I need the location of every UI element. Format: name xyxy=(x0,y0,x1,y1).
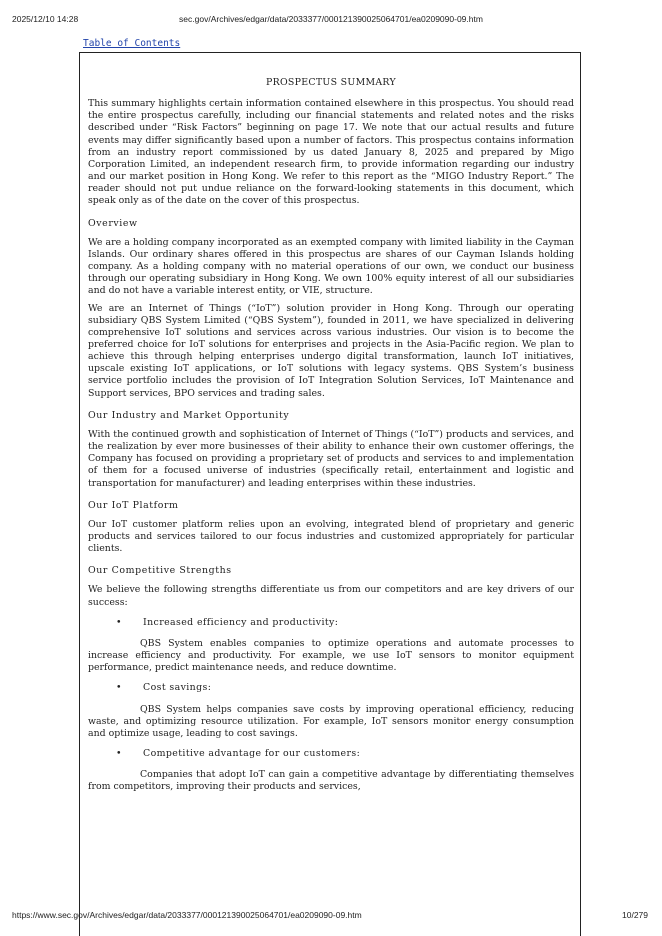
bullet-icon: • xyxy=(116,616,122,628)
industry-heading: Our Industry and Market Opportunity xyxy=(88,409,290,421)
print-page-count: 10/279 xyxy=(622,910,648,920)
overview-heading: Overview xyxy=(88,217,138,229)
overview-paragraph-2: We are an Internet of Things (“IoT”) solution provider in Hong Kong. Through our operating subsidiary QBS System Limited (“QBS System”), founded in 2011, we have specialized in delivering comprehensive IoT solutions and services across various industries. Our vision is to become the preferred choice for IoT solutions for enterprises and projects in the Asia-Pacific region. We plan to achieve this through helping enterprises undergo digital transformation, launch IoT initiatives, upscale existing IoT applications, or IoT solutions with legacy systems. QBS System’s business service portfolio includes the provision of IoT Integration Solution Services, IoT Maintenance and Support services, BPO services and trading sales. xyxy=(88,302,574,399)
bullet-icon: • xyxy=(116,748,122,760)
table-of-contents-link[interactable]: Table of Contents xyxy=(83,38,181,49)
print-header-url: sec.gov/Archives/edgar/data/2033377/000121390025064701/ea0209090-09.htm xyxy=(179,14,483,24)
strength-bullet-efficiency xyxy=(88,617,574,629)
bullet-icon: • xyxy=(116,682,122,694)
strength-text: QBS System helps companies save costs by improving operational efficiency, reducing waste, and optimizing resource utilization. For example, IoT sensors monitor energy consumption and optimize usage, leading to cost savings. xyxy=(88,703,574,739)
platform-paragraph: Our IoT customer platform relies upon an evolving, integrated blend of proprietary and generic products and services tailored to our focus industries and customized appropriately for particular clients. xyxy=(88,518,574,555)
strength-title: Increased efficiency and productivity: xyxy=(143,616,339,628)
strength-title: Competitive advantage for our customers: xyxy=(143,748,361,760)
platform-heading: Our IoT Platform xyxy=(88,499,179,511)
document-body xyxy=(88,77,574,799)
document-frame xyxy=(79,52,581,936)
strength-title: Cost savings: xyxy=(143,682,212,694)
strength-text: QBS System enables companies to optimize operations and automate processes to increase efficiency and productivity. For example, we use IoT sensors to monitor equipment performance, predict maintenance needs, and reduce downtime. xyxy=(88,637,574,674)
strengths-intro: We believe the following strengths differentiate us from our competitors and are key drivers of our success: xyxy=(88,584,574,608)
intro-paragraph: This summary highlights certain information contained elsewhere in this prospectus. You should read the entire prospectus carefully, including our financial statements and related notes and the risks described under “Risk Factors” beginning on page 17. We note that our actual results and future events may differ significantly based upon a number of factors. This prospectus contains information from an industry report commissioned by us dated January 8, 2025 and prepared by Migo Corporation Limited, an independent research firm, to provide information regarding our industry and our market position in Hong Kong. We refer to this report as the “MIGO Industry Report.” The reader should not put undue reliance on the forward-looking statements in this document, which speak only as of the date on the cover of this prospectus. xyxy=(88,98,574,207)
strength-bullet-competitive xyxy=(88,748,574,760)
browser-print-footer xyxy=(0,910,662,922)
strength-text: Companies that adopt IoT can gain a competitive advantage by differentiating themselves from competitors, improving their products and services, xyxy=(88,769,574,793)
industry-paragraph: With the continued growth and sophistication of Internet of Things (“IoT”) products and services, and the realization by ever more businesses of their ability to enhance their own customer offerings, the Company has focused on providing a proprietary set of products and services to and implementation of them for a focused universe of industries (specifically retail, entertainment and logistic and transportation for manufacturer) and leading enterprises within these industries. xyxy=(88,428,574,489)
print-footer-url: https://www.sec.gov/Archives/edgar/data/2033377/000121390025064701/ea0209090-09.htm xyxy=(12,910,362,920)
strength-bullet-cost xyxy=(88,682,574,694)
browser-print-header xyxy=(0,14,662,26)
print-timestamp: 2025/12/10 14:28 xyxy=(12,14,79,24)
page-title: PROSPECTUS SUMMARY xyxy=(265,77,396,88)
strengths-heading: Our Competitive Strengths xyxy=(88,565,232,577)
overview-paragraph-1: We are a holding company incorporated as an exempted company with limited liability in the Cayman Islands. Our ordinary shares offered in this prospectus are shares of our Cayman Islands holding company. As a holding company with no material operations of our own, we conduct our business through our operating subsidiary in Hong Kong. We own 100% equity interest of all our subsidiaries and do not have a variable interest entity, or VIE, structure. xyxy=(88,236,574,297)
